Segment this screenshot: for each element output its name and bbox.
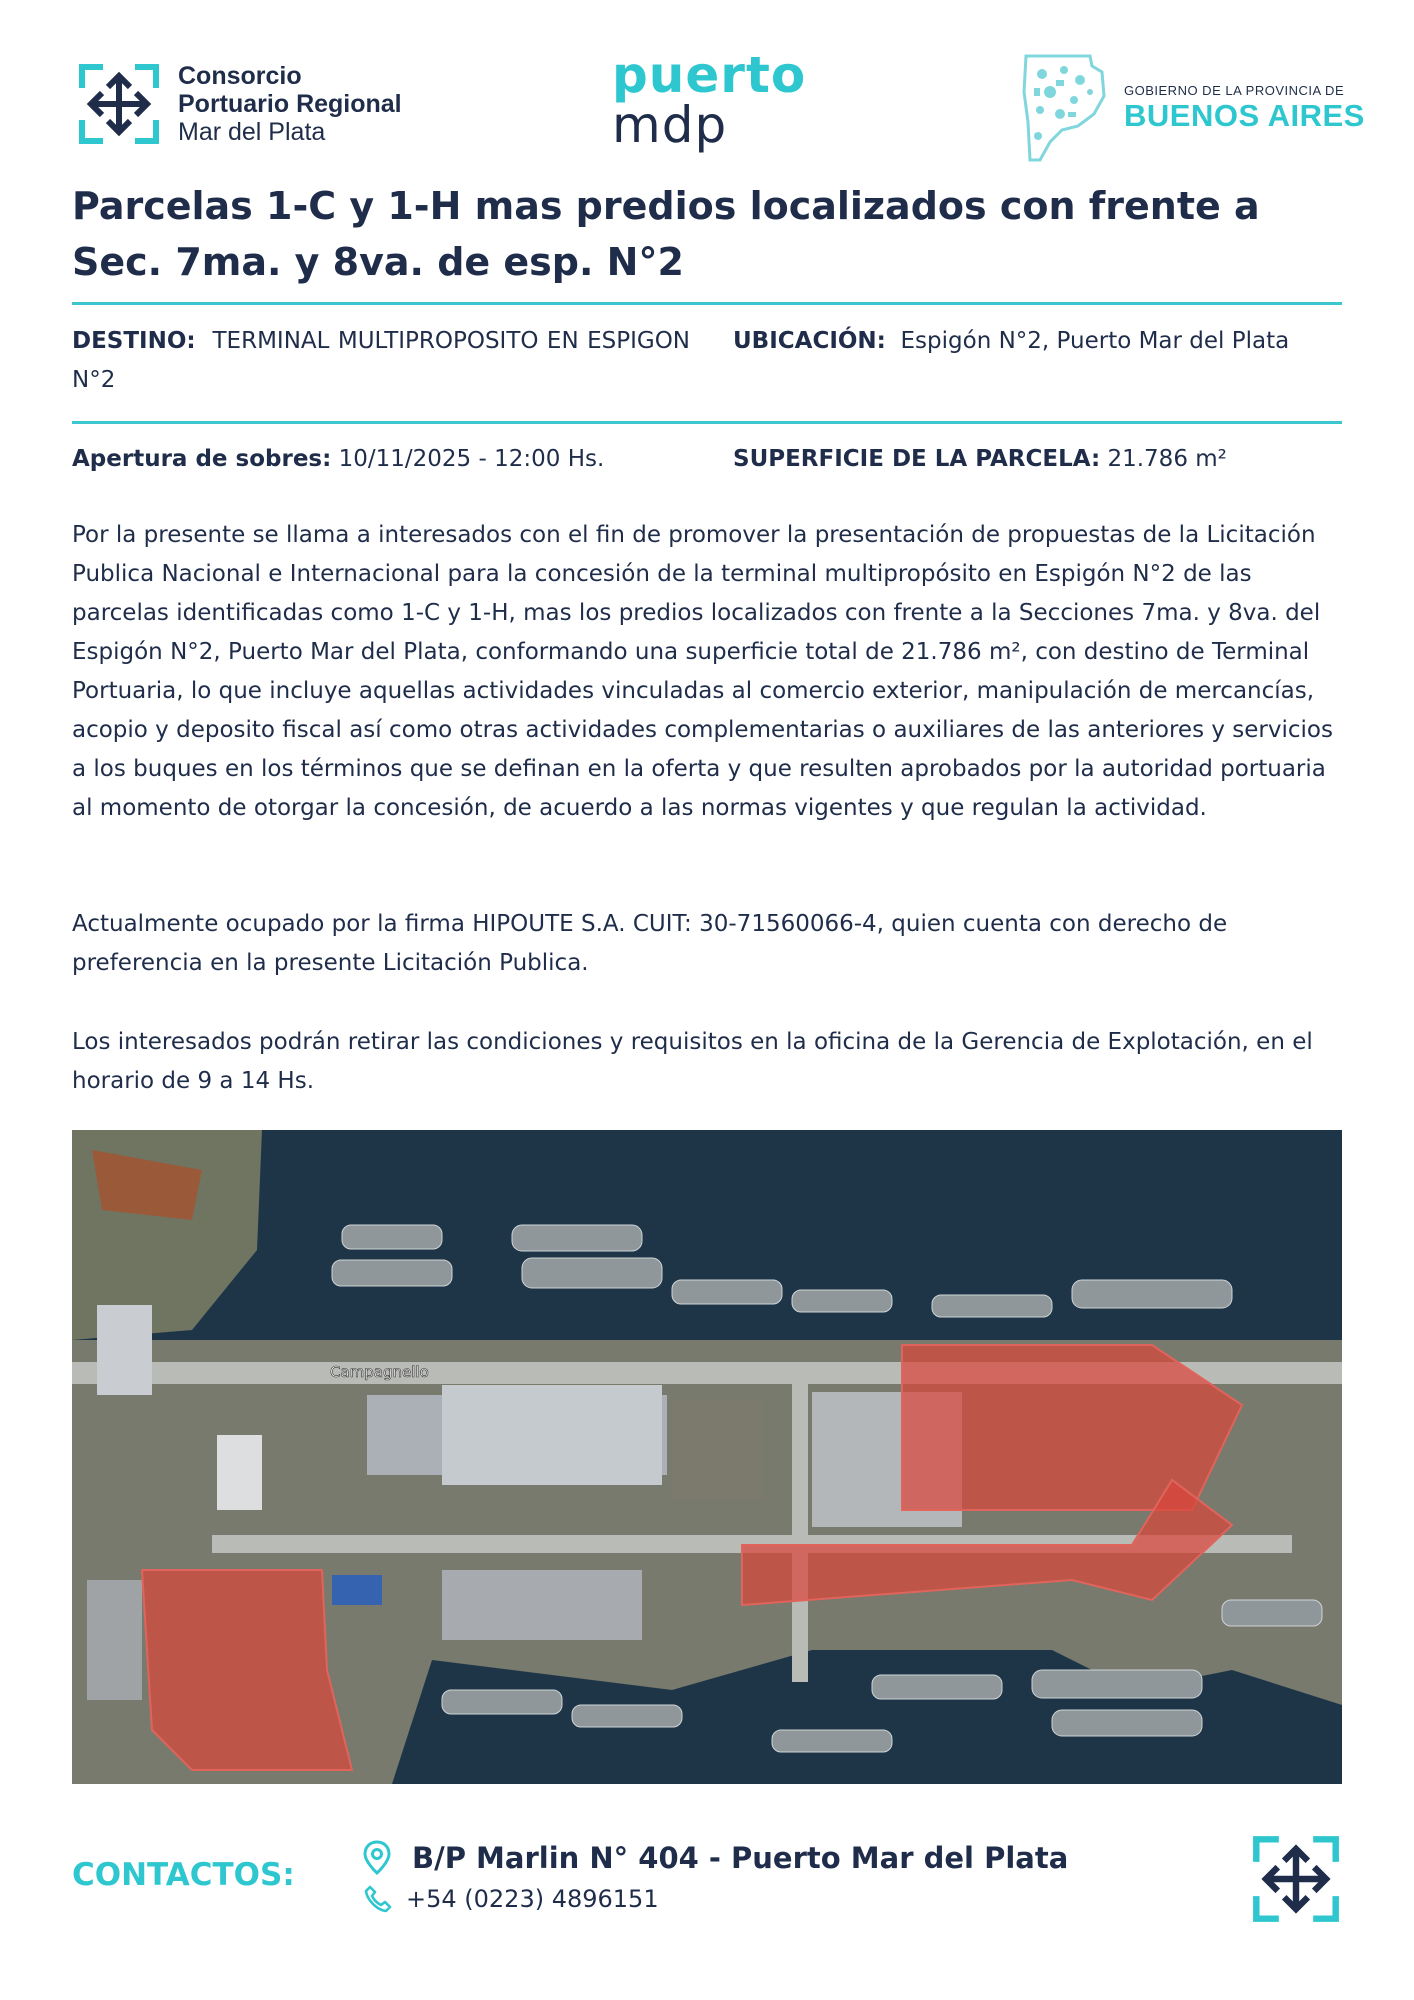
location-pin-icon (362, 1840, 392, 1876)
destino-label: DESTINO: (72, 328, 196, 354)
ubicacion-value: Espigón N°2, Puerto Mar del Plata (900, 328, 1290, 354)
phone-icon (364, 1885, 392, 1913)
consorcio-arrows-footer-icon (1252, 1835, 1340, 1923)
superficie-field (733, 440, 1373, 479)
apertura-label: Apertura de sobres: (72, 446, 332, 472)
phone-text: +54 (0223) 4896151 (406, 1885, 659, 1913)
gobierno-line1: GOBIERNO DE LA PROVINCIA DE (1124, 82, 1345, 98)
parcel-west (142, 1570, 352, 1770)
paragraph-conditions: Los interesados podrán retirar las condiciones y requisitos en la oficina de la Gerencia de Explotación, en el horario de 9 a 14 Hs. (72, 1029, 1313, 1094)
page-title: Parcelas 1-C y 1-H mas predios localizados con frente a Sec. 7ma. y 8va. de esp. N°2 (72, 184, 1260, 284)
contactos-label: CONTACTOS: (72, 1857, 295, 1893)
aerial-map (72, 1130, 1342, 1784)
consorcio-line1: Consorcio (178, 62, 302, 90)
puerto-mdp-line2: mdp (612, 96, 728, 154)
superficie-value: 21.786 m² (1107, 446, 1227, 472)
apertura-value: 10/11/2025 - 12:00 Hs. (338, 446, 605, 472)
header (0, 0, 1414, 175)
gobierno-buenos-aires-logo (1020, 52, 1365, 164)
destino-value: TERMINAL MULTIPROPOSITO EN ESPIGON N°2 (72, 328, 691, 393)
ubicacion-field (733, 322, 1373, 361)
consorcio-arrows-icon (78, 63, 160, 145)
gobierno-line2: BUENOS AIRES (1124, 97, 1365, 133)
consorcio-line3: Mar del Plata (178, 118, 326, 146)
consorcio-line2: Portuario Regional (178, 90, 402, 118)
puerto-mdp-logo (612, 46, 807, 154)
street-label: Campagnello (330, 1363, 429, 1381)
address-row (362, 1840, 1068, 1876)
ubicacion-label: UBICACIÓN: (733, 328, 886, 354)
road-cross (792, 1362, 808, 1682)
puerto-mdp-line1: puerto (612, 46, 807, 104)
superficie-label: SUPERFICIE DE LA PARCELA: (733, 446, 1101, 472)
destino-field (72, 322, 690, 400)
phone-row (364, 1885, 659, 1913)
divider-middle (72, 421, 1342, 424)
divider-top (72, 302, 1342, 305)
province-map-icon (1020, 52, 1108, 164)
paragraph-occupant: Actualmente ocupado por la firma HIPOUTE S.A. CUIT: 30-71560066-4, quien cuenta con derecho de preferencia en la presente Licitación Publica. (72, 911, 1228, 976)
consorcio-portuario-logo (78, 62, 402, 146)
paragraph-call: Por la presente se llama a interesados con el fin de promover la presentación de propuestas de la Licitación Publica Nacional e Internacional para la concesión de la terminal multipropósito en Espigón N°2 de las parcelas identificadas como 1-C y 1-H, mas los predios localizados con frente a la Secciones 7ma. y 8va. del Espigón N°2, Puerto Mar del Plata, conformando una superficie total de 21.786 m², con destino de Terminal Portuaria, lo que incluye aquellas actividades vinculadas al comercio exterior, manipulación de mercancías, acopio y deposito fiscal así como otras actividades complementarias o auxiliares de las anteriores y servicios a los buques en los términos que se definan en la oferta y que resulten aprobados por la autoridad portuaria al momento de otorgar la concesión, de acuerdo a las normas vigentes y que regulan la actividad. (72, 522, 1333, 821)
apertura-field (72, 440, 712, 479)
address-text: B/P Marlin N° 404 - Puerto Mar del Plata (412, 1841, 1069, 1875)
